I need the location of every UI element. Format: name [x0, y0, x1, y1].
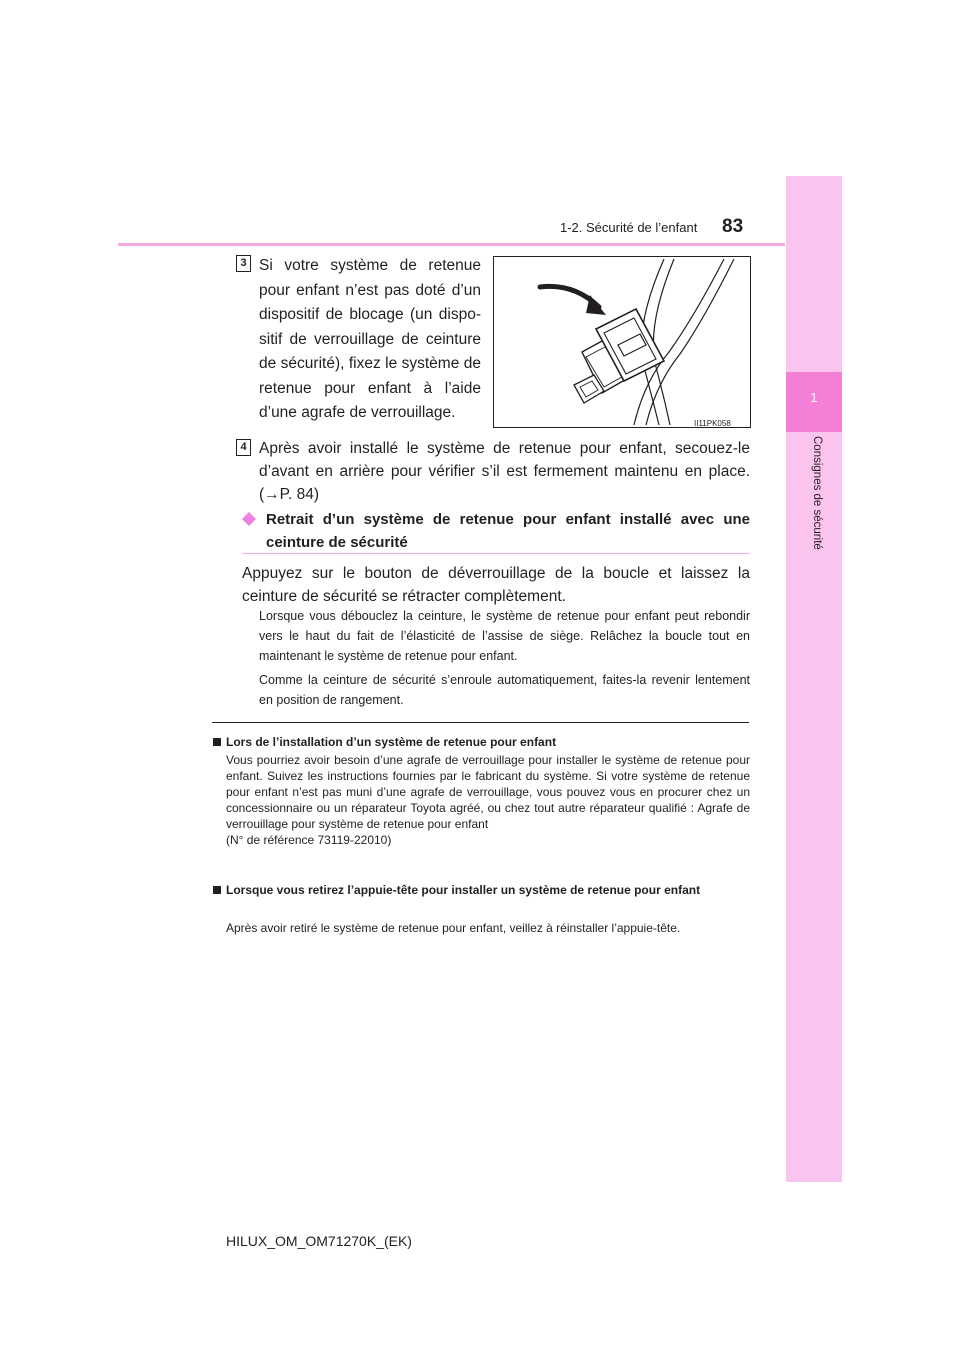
subsection-rule [242, 553, 750, 554]
step-number-3: 3 [236, 255, 251, 272]
chapter-title [807, 436, 823, 586]
section-title: 1-2. Sécurité de l’enfant [560, 220, 698, 235]
step-3-text [259, 254, 481, 426]
step-4-text: Après avoir installé le système de retenue pour enfant, secouez-le d’avant en arrière pour vérifier s’il est fermement maintenu en place. (→P. 84) [259, 440, 750, 503]
header-rule [118, 243, 785, 246]
step-3-line: d’une agrafe de verrouillage. [259, 404, 456, 421]
step-number-4: 4 [236, 439, 251, 456]
square-bullet-icon [213, 738, 221, 746]
info-note-1-body [226, 752, 750, 848]
chapter-number: 1 [810, 390, 818, 405]
step-3-line: de sécurité), fixez le système de [259, 355, 481, 372]
subsection-note-1: Lorsque vous débouclez la ceinture, le système de retenue pour enfant peut rebondir vers le haut du fait de l’élasticité de l’assise de siège. Relâchez la boucle tout en maintenant le système de retenue pour enfant. [259, 609, 750, 663]
chapter-title-text: Consignes de sécurité [811, 436, 823, 550]
step-3-line: Si votre système de retenue [259, 257, 481, 274]
info-note-2-body: Après avoir retiré le système de retenue pour enfant, veillez à réinstaller l’appuie-tête. [226, 921, 681, 935]
locking-clip-illustration [493, 256, 751, 428]
seatbelt-locking-clip-drawing [494, 257, 750, 427]
figure-code: II11PK058 [694, 419, 731, 428]
subsection-note-2: Comme la ceinture de sécurité s’enroule automatiquement, faites-la revenir lentement en position de rangement. [259, 673, 750, 707]
step-3-line: sitif de verrouillage de ceinture [259, 330, 481, 348]
info-note-1-text: Vous pourriez avoir besoin d’une agrafe de verrouillage pour installer le système de retenue pour enfant. Suivez les instructions fournies par le fabricant du système. Si votre système de retenue pour enfant n’est pas muni d’une agrafe de verrouillage, vous pouvez vous en procurer chez un concessionnaire ou un réparateur Toyota agréé, ou chez tout autre réparateur qualifié : Agrafe de verrouillage pour système de retenue pour enfant [226, 753, 750, 831]
step-3-line: pour enfant n’est pas doté d’un [259, 281, 481, 299]
notes-divider [212, 722, 749, 723]
subsection-body: Appuyez sur le bouton de déverrouillage de la boucle et laissez la ceinture de sécurité se rétracter complètement. [242, 565, 750, 605]
info-note-2-heading: Lorsque vous retirez l’appuie-tête pour installer un système de retenue pour enfant [226, 883, 701, 897]
document-code: HILUX_OM_OM71270K_(EK) [226, 1233, 412, 1249]
info-note-1-heading: Lors de l’installation d’un système de retenue pour enfant [226, 735, 557, 749]
step-3-line: retenue pour enfant à l’aide [259, 379, 481, 397]
chapter-side-tab [786, 176, 842, 1182]
subsection-title: Retrait d’un système de retenue pour enfant installé avec une ceinture de sécurité [266, 511, 750, 551]
page-number: 83 [722, 216, 744, 237]
step-3-line: dispositif de blocage (un dispo- [259, 306, 481, 323]
square-bullet-icon [213, 886, 221, 894]
diamond-bullet-icon [242, 512, 256, 526]
info-note-1-ref: (N° de référence 73119-22010) [226, 833, 392, 847]
